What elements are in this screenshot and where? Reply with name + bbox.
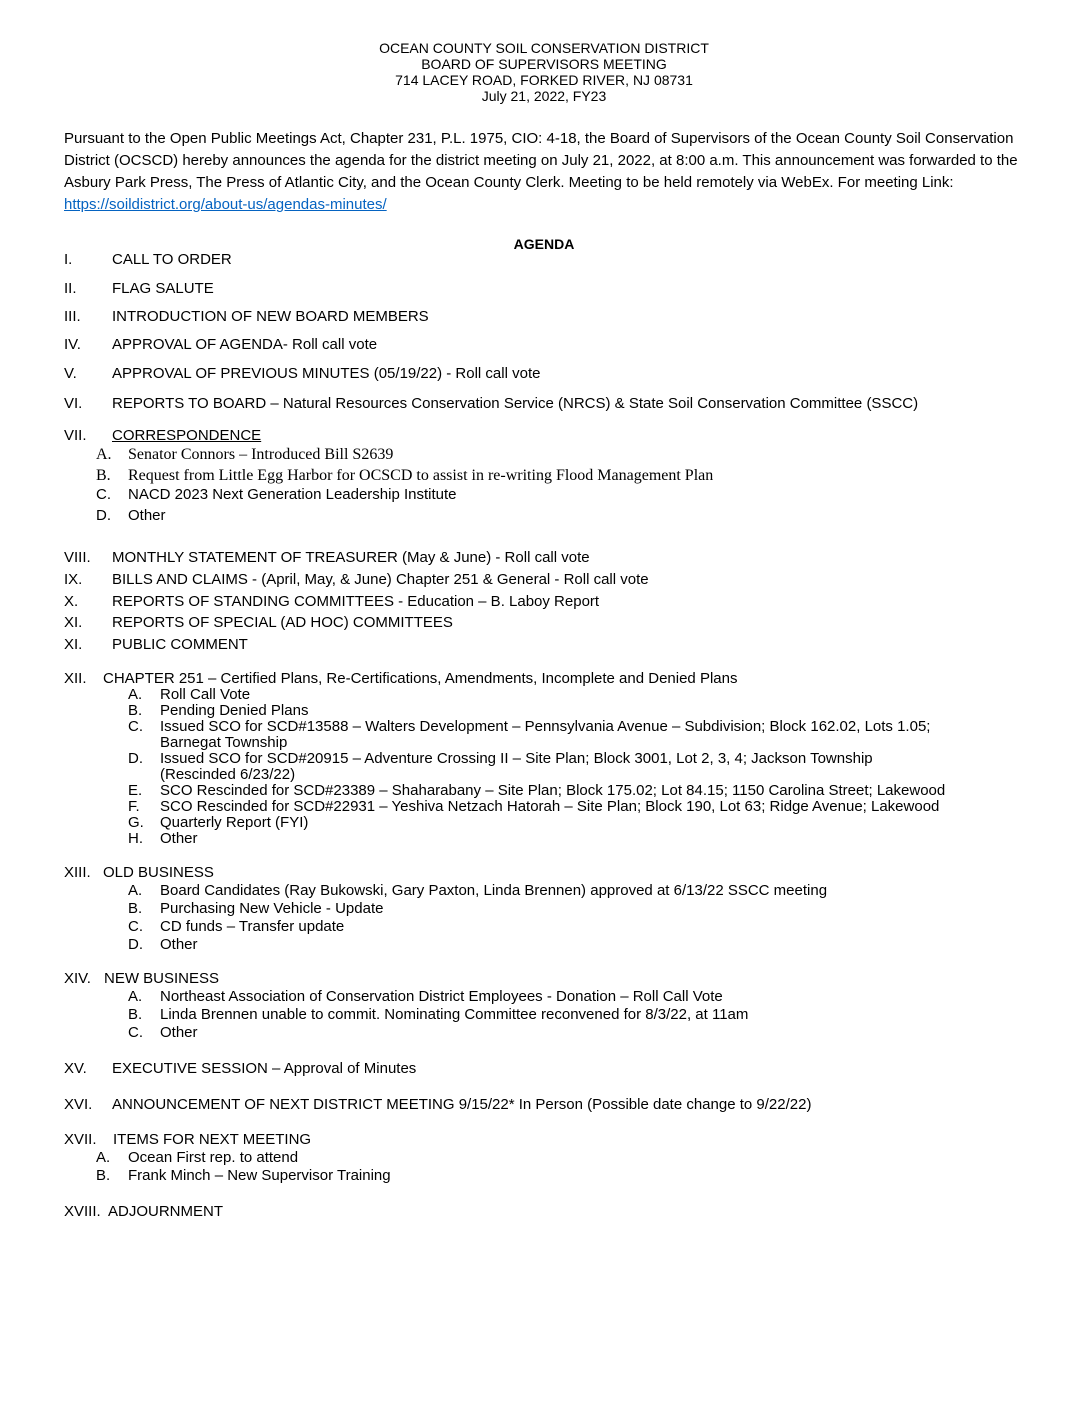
item-number: XVII.	[64, 1131, 97, 1148]
sub-item-letter: E.	[128, 782, 143, 799]
sub-item-text: Other	[160, 936, 198, 953]
item-number: III.	[64, 308, 81, 325]
item-number: XVIII.	[64, 1203, 101, 1220]
item-text: ADJOURNMENT	[108, 1203, 223, 1220]
sub-item-text: Issued SCO for SCD#13588 – Walters Development – Pennsylvania Avenue – Subdivision; Block 162.02, Lots 1.05;	[160, 718, 931, 735]
sub-item-text: Board Candidates (Ray Bukowski, Gary Paxton, Linda Brennen) approved at 6/13/22 SSCC meeting	[160, 882, 828, 899]
item-number: XI.	[64, 614, 83, 631]
sub-item-letter: B.	[96, 1167, 111, 1184]
intro-paragraph	[64, 128, 1024, 216]
item-number: XI.	[64, 636, 83, 653]
item-text: CALL TO ORDER	[112, 251, 232, 268]
sub-item-text: Roll Call Vote	[160, 686, 251, 703]
sub-item-letter: B.	[96, 467, 111, 484]
item-text: EXECUTIVE SESSION – Approval of Minutes	[112, 1060, 417, 1077]
sub-item-text: Other	[128, 507, 166, 524]
item-text: CHAPTER 251 – Certified Plans, Re-Certifications, Amendments, Incomplete and Denied Plans	[103, 670, 738, 687]
sub-item-letter: H.	[128, 830, 143, 847]
sub-item-text: Issued SCO for SCD#20915 – Adventure Crossing II – Site Plan; Block 3001, Lot 2, 3, 4; Jackson Township	[160, 750, 873, 767]
sub-item-text: Linda Brennen unable to commit. Nominating Committee reconvened for 8/3/22, at 11am	[160, 1006, 749, 1023]
item-number: V.	[64, 365, 77, 382]
item-text: REPORTS OF SPECIAL (AD HOC) COMMITTEES	[112, 614, 453, 631]
sub-item-letter: A.	[128, 882, 143, 899]
sub-item-text: Senator Connors – Introduced Bill S2639	[128, 446, 394, 463]
sub-item-text: Quarterly Report (FYI)	[160, 814, 309, 831]
sub-item-text: SCO Rescinded for SCD#22931 – Yeshiva Netzach Hatorah – Site Plan; Block 190, Lot 63; Ridge Avenue; Lakewood	[160, 798, 940, 815]
sub-item-letter: B.	[128, 702, 143, 719]
item-number: II.	[64, 280, 77, 297]
item-text: MONTHLY STATEMENT OF TREASURER (May & June) - Roll call vote	[112, 549, 590, 566]
sub-item-letter: C.	[128, 718, 143, 735]
item-number: I.	[64, 251, 73, 268]
item-text: APPROVAL OF AGENDA- Roll call vote	[112, 336, 378, 353]
sub-item-text: Other	[160, 830, 198, 847]
item-text: OLD BUSINESS	[103, 864, 214, 881]
sub-item-letter: A.	[96, 1149, 111, 1166]
sub-item-letter: C.	[96, 486, 111, 503]
item-text: REPORTS OF STANDING COMMITTEES - Education – B. Laboy Report	[112, 593, 600, 610]
item-text: INTRODUCTION OF NEW BOARD MEMBERS	[112, 308, 429, 325]
sub-item-text: Frank Minch – New Supervisor Training	[128, 1167, 391, 1184]
meeting-address: 714 LACEY ROAD, FORKED RIVER, NJ 08731	[395, 72, 693, 88]
item-number: X.	[64, 593, 79, 610]
item-number: XIII.	[64, 864, 91, 881]
sub-item-letter: D.	[128, 750, 143, 767]
item-number: XVI.	[64, 1096, 93, 1113]
sub-item-text: Other	[160, 1024, 198, 1041]
item-number: XII.	[64, 670, 87, 687]
item-number: VIII.	[64, 549, 91, 566]
sub-item-letter: F.	[128, 798, 140, 815]
sub-item-letter: A.	[96, 446, 112, 463]
sub-item-text: SCO Rescinded for SCD#23389 – Shaharabany – Site Plan; Block 175.02; Lot 84.15; 1150 Carolina Street; Lakewood	[160, 782, 946, 799]
item-text: BILLS AND CLAIMS - (April, May, & June) Chapter 251 & General - Roll call vote	[112, 571, 649, 588]
sub-item-text: Northeast Association of Conservation District Employees - Donation – Roll Call Vote	[160, 988, 723, 1005]
sub-item-text: NACD 2023 Next Generation Leadership Institute	[128, 486, 457, 503]
item-text: FLAG SALUTE	[112, 280, 214, 297]
item-number: XV.	[64, 1060, 87, 1077]
item-text: ANNOUNCEMENT OF NEXT DISTRICT MEETING 9/15/22* In Person (Possible date change to 9/22/22)	[112, 1096, 812, 1113]
sub-item-text: CD funds – Transfer update	[160, 918, 345, 935]
sub-item-letter: G.	[128, 814, 144, 831]
sub-item-letter: B.	[128, 900, 143, 917]
sub-item-letter: C.	[128, 918, 143, 935]
item-text: CORRESPONDENCE	[112, 427, 262, 444]
item-text: ITEMS FOR NEXT MEETING	[113, 1131, 312, 1148]
meeting-link[interactable]: https://soildistrict.org/about-us/agendas-minutes/	[64, 196, 387, 213]
sub-item-letter: C.	[128, 1024, 143, 1041]
sub-item-letter: D.	[128, 936, 143, 953]
sub-item-text: Request from Little Egg Harbor for OCSCD to assist in re-writing Flood Management Plan	[128, 467, 714, 484]
item-text: REPORTS TO BOARD – Natural Resources Conservation Service (NRCS) & State Soil Conservation Committee (SSCC)	[112, 395, 919, 412]
sub-item-text: Pending Denied Plans	[160, 702, 309, 719]
item-number: IX.	[64, 571, 83, 588]
sub-item-letter: B.	[128, 1006, 143, 1023]
item-number: XIV.	[64, 970, 91, 987]
sub-item-continuation: Barnegat Township	[160, 734, 288, 751]
meeting-title: BOARD OF SUPERVISORS MEETING	[421, 56, 667, 72]
sub-item-letter: D.	[96, 507, 111, 524]
sub-item-letter: A.	[128, 988, 143, 1005]
district-name: OCEAN COUNTY SOIL CONSERVATION DISTRICT	[379, 40, 709, 56]
intro-text: Pursuant to the Open Public Meetings Act, Chapter 231, P.L. 1975, CIO: 4-18, the Board of Supervisors of the Ocean County Soil Conservation District (OCSCD) hereby announces the agenda for the district meeting on July 21, 2022, at 8:00 a.m. This announcement was forwarded to the Asbury Park Press, The Press of Atlantic City, and the Ocean County Clerk. Meeting to be held remotely via WebEx. For meeting Link:	[64, 130, 1018, 191]
item-number: IV.	[64, 336, 81, 353]
sub-item-text: Ocean First rep. to attend	[128, 1149, 299, 1166]
item-text: APPROVAL OF PREVIOUS MINUTES (05/19/22) - Roll call vote	[112, 365, 541, 382]
item-text: NEW BUSINESS	[104, 970, 220, 987]
item-number: VII.	[64, 427, 87, 444]
agenda-heading: AGENDA	[513, 236, 575, 252]
item-text: PUBLIC COMMENT	[112, 636, 248, 653]
meeting-date: July 21, 2022, FY23	[481, 88, 607, 104]
sub-item-letter: A.	[128, 686, 143, 703]
sub-item-text: Purchasing New Vehicle - Update	[160, 900, 384, 917]
sub-item-continuation: (Rescinded 6/23/22)	[160, 766, 296, 783]
item-number: VI.	[64, 395, 83, 412]
